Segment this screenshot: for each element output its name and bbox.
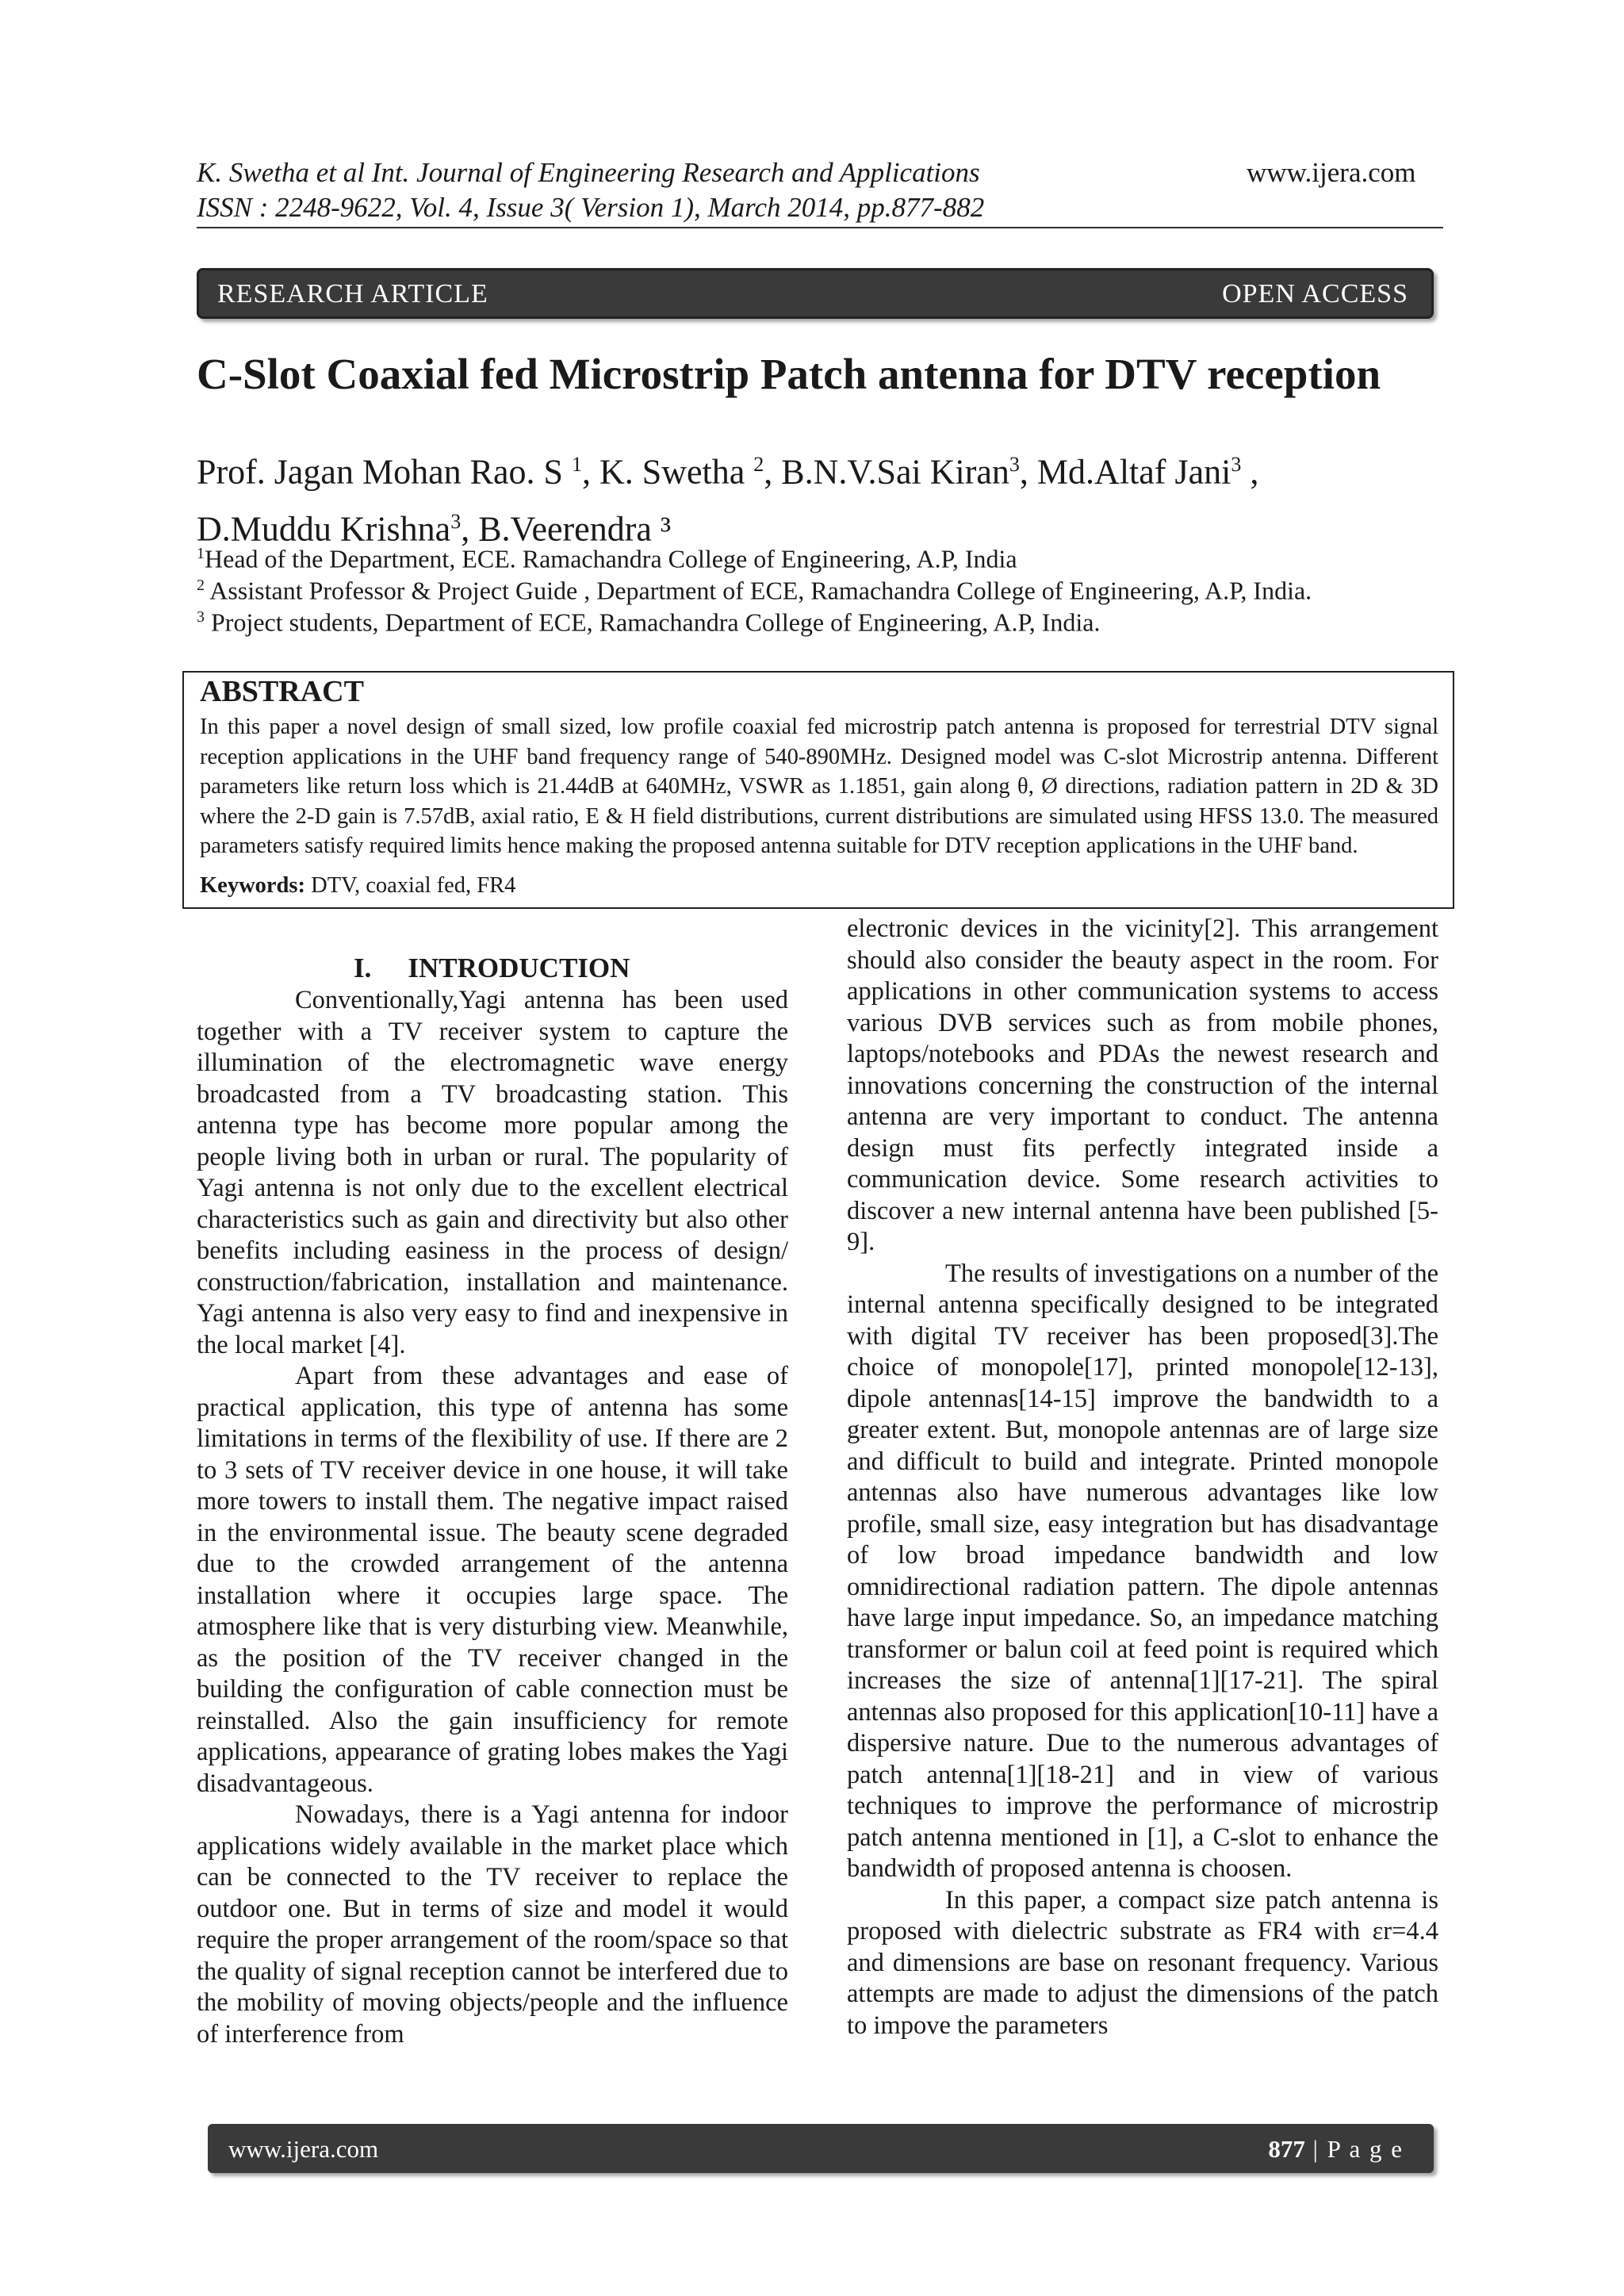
author-affiliation-mark: 3 bbox=[1009, 453, 1020, 476]
journal-citation-line1: K. Swetha et al Int. Journal of Engineering Research and Applications bbox=[197, 157, 980, 188]
author-name: , K. Swetha bbox=[581, 452, 754, 492]
abstract-box bbox=[182, 671, 1454, 909]
intro-paragraph-6: In this paper, a compact size patch antenna is proposed with dielectric substrate as FR4 with εr=4.4 and dimensions are base on resonant frequency. Various attempts are made to adjust the dimensions of the patch to impove the parameters bbox=[847, 1885, 1438, 2040]
affiliation-text: Project students, Department of ECE, Ramachandra College of Engineering, A.P, India. bbox=[205, 608, 1101, 637]
journal-citation-line2: ISSN : 2248-9622, Vol. 4, Issue 3( Version 1), March 2014, pp.877-882 bbox=[197, 192, 985, 223]
paper-title: C-Slot Coaxial fed Microstrip Patch antenna for DTV reception bbox=[197, 350, 1381, 398]
intro-paragraph-2: Apart from these advantages and ease of practical application, this type of antenna has some limitations in terms of the flexibility of use. If there are 2 to 3 sets of TV receiver device in one house, it will take more towers to install them. The negative impact raised in the environmental issue. The beauty scene degraded due to the crowded arrangement of the antenna installation where it occupies large space. The atmosphere like that is very disturbing view. Meanwhile, as the position of the TV receiver changed in the building the configuration of cable connection must be reinstalled. Also the gain insufficiency for remote applications, appearance of grating lobes makes the Yagi disadvantageous. bbox=[197, 1362, 788, 1798]
header-divider bbox=[197, 227, 1443, 228]
footer-website-link[interactable]: www.ijera.com bbox=[228, 2135, 379, 2163]
intro-paragraph-1: Conventionally,Yagi antenna has been used together with a TV receiver system to capture the illumination of the electromagnetic wave energy broadcasted from a TV broadcasting station. This antenna type has become more popular among the people living both in urban or rural. The popularity of Yagi antenna is not only due to the excellent electrical characteristics such as gain and directivity but also other benefits including easiness in the process of design/ construction/fabrication, installation and maintenance. Yagi antenna is also very easy to find and inexpensive in the local market [4]. bbox=[197, 986, 788, 1359]
affiliation-3 bbox=[197, 601, 1101, 638]
author-name: , B.N.V.Sai Kiran bbox=[764, 452, 1009, 492]
intro-paragraph-3: Nowadays, there is a Yagi antenna for indoor applications widely available in the market place which can be connected to the TV receiver to replace the outdoor one. But in terms of size and model it would require the proper arrangement of the room/space so that the quality of signal reception cannot be interfered due to the mobility of moving objects/people and the influence of interference from bbox=[197, 1800, 788, 2049]
author-separator: , bbox=[1241, 452, 1259, 492]
author-name: , Md.Altaf Jani bbox=[1019, 452, 1231, 492]
abstract-text: In this paper a novel design of small sized, low profile coaxial fed microstrip patch antenna is proposed for terrestrial DTV signal reception applications in the UHF band frequency range of 540-890MHz. Designed model was C-slot Microstrip antenna. Different parameters like return loss which is 21.44dB at 640MHz, VSWR as 1.1851, gain along θ, Ø directions, radiation pattern in 2D & 3D where the 2-D gain is 7.57dB, axial ratio, E & H field distributions, current distributions are simulated using HFSS 13.0. The measured parameters satisfy required limits hence making the proposed antenna suitable for DTV reception applications in the UHF band. bbox=[200, 715, 1438, 858]
author-name: D.Muddu Krishna bbox=[197, 509, 451, 549]
author-affiliation-mark: 1 bbox=[571, 453, 582, 476]
article-type-banner bbox=[197, 268, 1434, 319]
keywords bbox=[200, 871, 515, 901]
page-label: | P a g e bbox=[1304, 2135, 1404, 2163]
header-website-link[interactable]: www.ijera.com bbox=[1247, 157, 1416, 188]
author-affiliation-mark: 2 bbox=[753, 453, 764, 476]
page-footer bbox=[208, 2124, 1434, 2173]
author-affiliation-mark: 3 bbox=[450, 509, 462, 533]
research-article-label: RESEARCH ARTICLE bbox=[217, 279, 488, 309]
affiliation-text: Assistant Professor & Project Guide , Department of ECE, Ramachandra College of Engineering, A.P, India. bbox=[205, 576, 1312, 605]
affiliation-text: Head of the Department, ECE. Ramachandra College of Engineering, A.P, India bbox=[205, 544, 1017, 573]
author-list bbox=[197, 440, 1434, 554]
affiliation-mark: 1 bbox=[197, 545, 205, 562]
author-affiliation-mark: 3 bbox=[1231, 453, 1242, 476]
intro-paragraph-5: The results of investigations on a number of the internal antenna specifically designed to be integrated with digital TV receiver has been proposed[3].The choice of monopole[17], printed monopole[12-13], dipole antennas[14-15] improve the bandwidth to a greater extent. But, monopole antennas are of large size and difficult to build and integrate. Printed monopole antennas also have numerous advantages like low profile, small size, easy integration but has disadvantage of low broad impedance bandwidth and low omnidirectional radiation pattern. The dipole antennas have large input impedance. So, an impedance matching transformer or balun coil at feed point is required which increases the size of antenna[1][17-21]. The spiral antennas also proposed for this application[10-11] have a dispersive nature. Due to the numerous advantages of patch antenna[1][18-21] and in view of various techniques to improve the performance of microstrip patch antenna mentioned in [1], a C-slot to enhance the bandwidth of proposed antenna is choosen. bbox=[847, 1259, 1438, 1883]
keywords-list: DTV, coaxial fed, FR4 bbox=[304, 873, 516, 898]
affiliation-mark: 2 bbox=[197, 577, 205, 594]
abstract-heading: ABSTRACT bbox=[200, 675, 364, 708]
affiliation-mark: 3 bbox=[197, 608, 205, 626]
page-number-label bbox=[1268, 2135, 1404, 2164]
author-name: , B.Veerendra ³ bbox=[461, 509, 672, 549]
section-heading-introduction bbox=[354, 953, 630, 984]
section-title: INTRODUCTION bbox=[408, 953, 630, 983]
open-access-label: OPEN ACCESS bbox=[1222, 279, 1408, 309]
page-number: 877 bbox=[1268, 2135, 1305, 2163]
section-number: I. bbox=[354, 953, 372, 983]
intro-paragraph-4: electronic devices in the vicinity[2]. This arrangement should also consider the beauty aspect in the room. For applications in other communication systems to access various DVB services such as from mobile phones, laptops/notebooks and PDAs the newest research and innovations concerning the construction of the internal antenna are very important to conduct. The antenna design must fits perfectly integrated inside a communication device. Some research activities to discover a new internal antenna have been published [5-9]. bbox=[847, 914, 1438, 1256]
left-column bbox=[197, 985, 788, 2050]
author-name: Prof. Jagan Mohan Rao. S bbox=[197, 452, 572, 492]
keywords-label: Keywords: bbox=[200, 873, 305, 898]
right-column bbox=[847, 914, 1438, 2041]
